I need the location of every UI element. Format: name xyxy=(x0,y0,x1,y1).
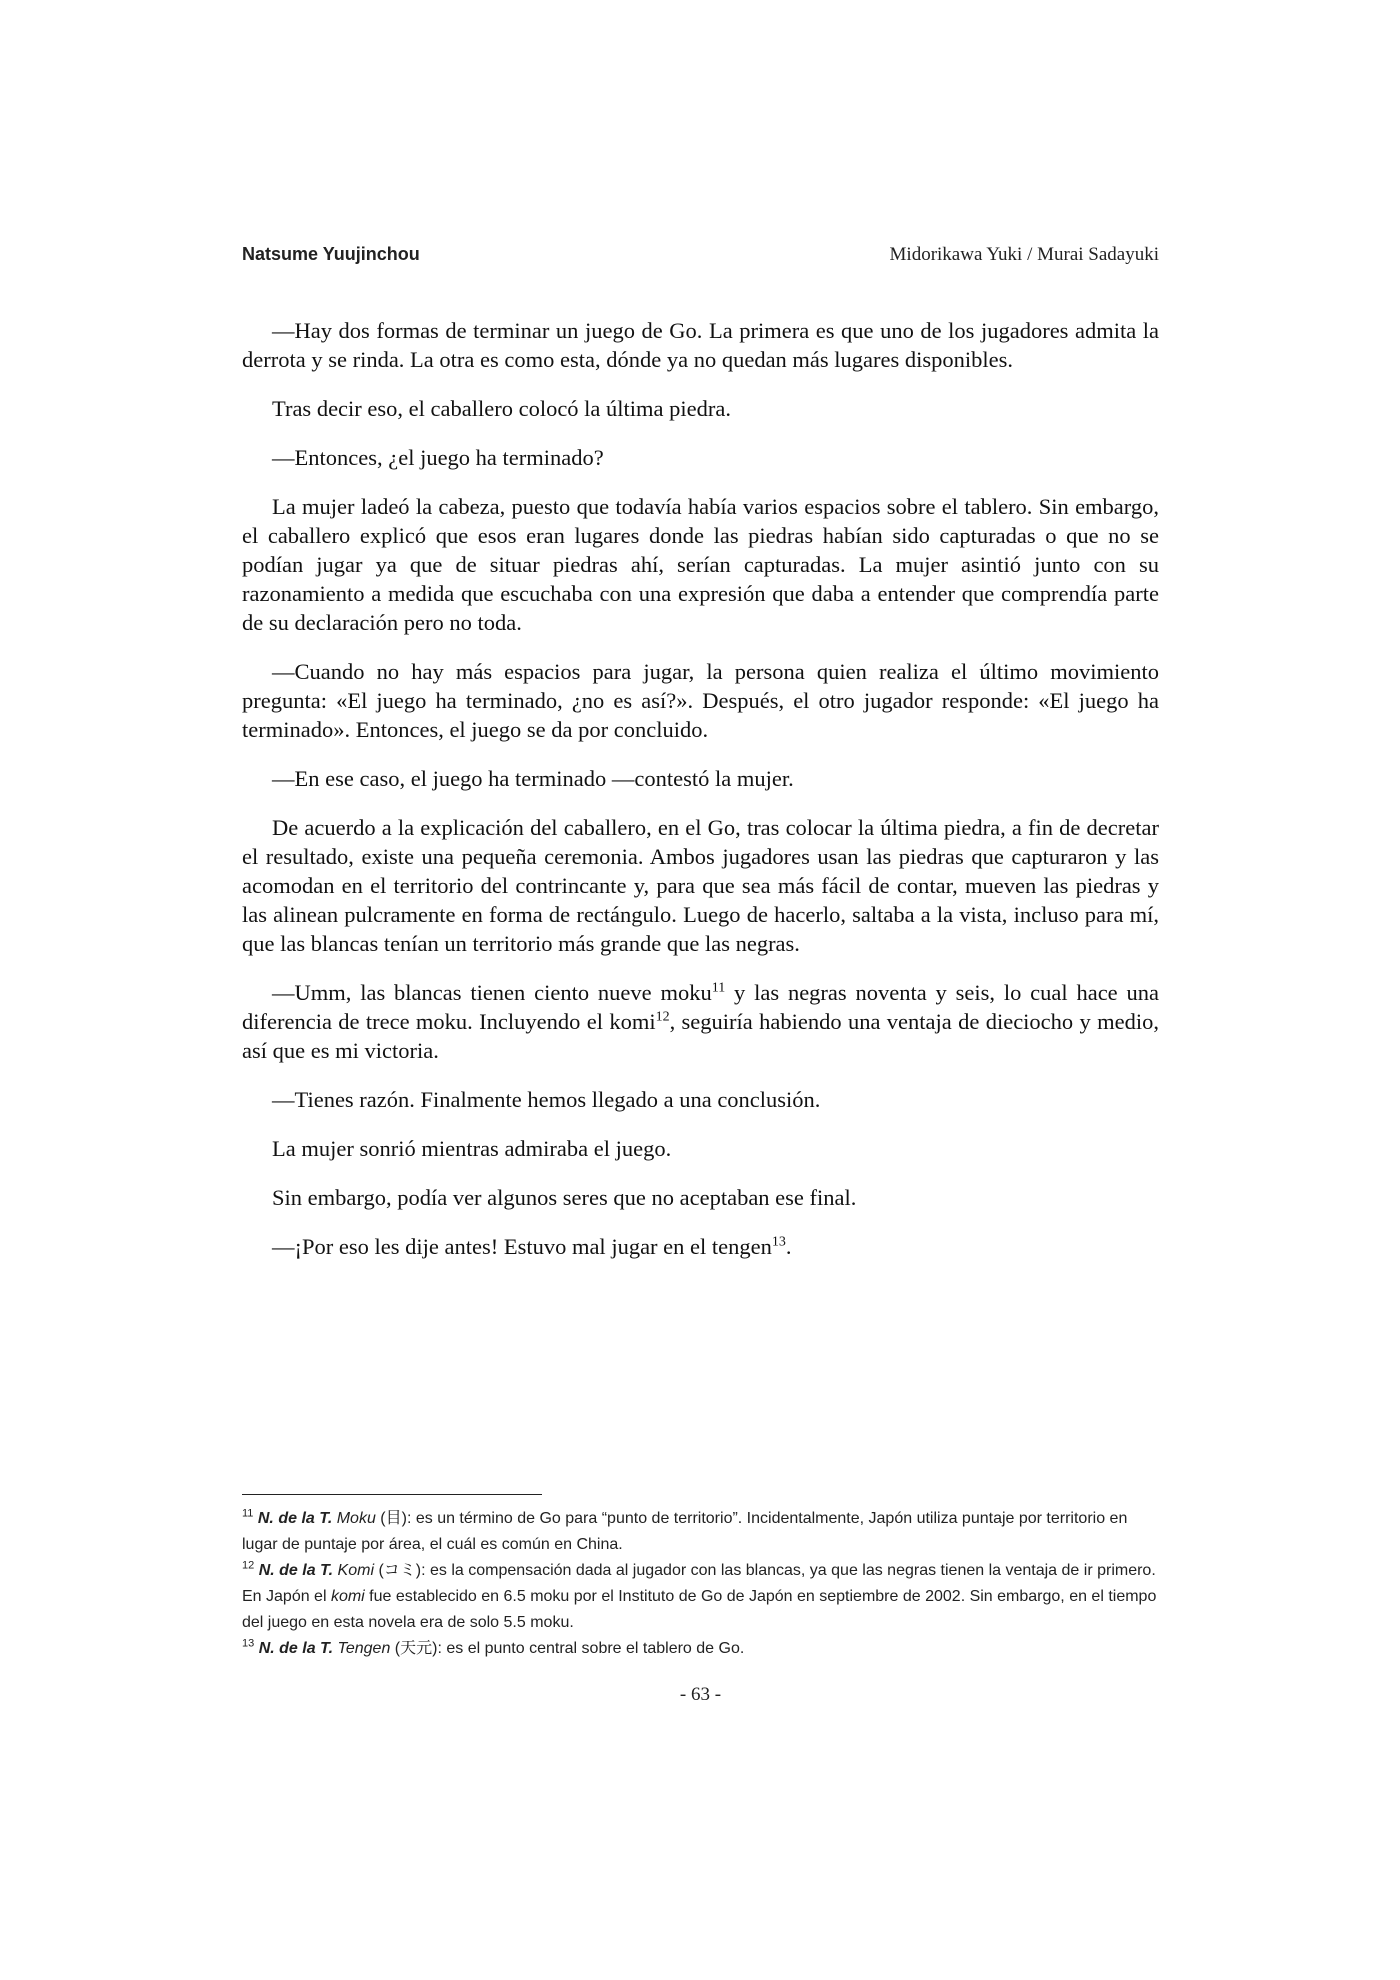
footnote-divider xyxy=(242,1494,542,1495)
paragraph xyxy=(242,978,1159,1065)
footnotes xyxy=(242,1506,1159,1662)
footnote-text: : es la compensación dada al jugador con las blancas, ya que las negras tienen la ventaja de ir primero. En Japón el xyxy=(242,1562,1156,1605)
footnote-label: N. de la T. xyxy=(258,1562,334,1579)
footnote-kanji: (天元) xyxy=(390,1640,438,1657)
footnote-term: komi xyxy=(330,1588,365,1605)
footnote-text: : es un término de Go para “punto de territorio”. Incidentalmente, Japón utiliza puntaje por territorio en lugar de puntaje por área, el cuál es común en China. xyxy=(242,1510,1128,1553)
footnote-ref[interactable]: 11 xyxy=(711,980,726,996)
page-number: - 63 - xyxy=(679,1684,722,1705)
footnote-term: Komi xyxy=(337,1562,374,1579)
footnote-term: Tengen xyxy=(337,1640,391,1657)
running-header xyxy=(242,244,1159,266)
paragraph-text: . xyxy=(785,1234,792,1259)
footnote-label: N. de la T. xyxy=(258,1640,334,1657)
paragraph: —En ese caso, el juego ha terminado —contestó la mujer. xyxy=(272,766,794,791)
paragraph: —Entonces, ¿el juego ha terminado? xyxy=(272,445,604,470)
footnote xyxy=(242,1506,1159,1558)
footnote-number: 11 xyxy=(242,1507,254,1520)
paragraph-text: y las negras noventa y seis, lo cual hace una diferencia de trece moku. Incluyendo el komi xyxy=(242,980,1159,1034)
footnote-ref[interactable]: 13 xyxy=(771,1234,786,1250)
paragraph xyxy=(242,1232,1159,1261)
document-page xyxy=(242,0,1159,1980)
body-text xyxy=(242,316,1159,1281)
paragraph-text: , seguiría habiendo una ventaja de dieciocho y medio, así que es mi victoria. xyxy=(242,1009,1159,1063)
paragraph: Tras decir eso, el caballero colocó la última piedra. xyxy=(272,396,731,421)
footnote-kanji: (目) xyxy=(375,1510,407,1527)
authors: Midorikawa Yuki / Murai Sadayuki xyxy=(889,244,1159,265)
footnote xyxy=(242,1636,1159,1662)
paragraph: De acuerdo a la explicación del caballero, en el Go, tras colocar la última piedra, a fin de decretar el resultado, existe una pequeña ceremonia. Ambos jugadores usan las piedras que capturaron y las acomodan en el territorio del contrincante y, para que sea más fácil de contar, mueven las piedras y las alinean pulcramente en forma de rectángulo. Luego de hacerlo, saltaba a la vista, incluso para mí, que las blancas tenían un territorio más grande que las negras. xyxy=(242,815,1159,956)
footnote xyxy=(242,1558,1159,1636)
paragraph: Sin embargo, podía ver algunos seres que no aceptaban ese final. xyxy=(272,1185,857,1210)
paragraph: —Tienes razón. Finalmente hemos llegado a una conclusión. xyxy=(272,1087,821,1112)
footnote-ref[interactable]: 12 xyxy=(655,1009,670,1025)
paragraph: —Hay dos formas de terminar un juego de Go. La primera es que uno de los jugadores admita la derrota y se rinda. La otra es como esta, dónde ya no quedan más lugares disponibles. xyxy=(242,318,1159,372)
paragraph-text: —¡Por eso les dije antes! Estuvo mal jugar en el tengen xyxy=(272,1234,772,1259)
footnote-term: Moku xyxy=(336,1510,376,1527)
paragraph: La mujer ladeó la cabeza, puesto que todavía había varios espacios sobre el tablero. Sin embargo, el caballero explicó que esos eran lugares donde las piedras habían sido capturadas o que no se podían jugar ya que de situar piedras ahí, serían capturadas. La mujer asintió junto con su razonamiento a medida que escuchaba con una expresión que daba a entender que comprendía parte de su declaración pero no toda. xyxy=(242,494,1159,635)
footnote-number: 12 xyxy=(242,1559,255,1572)
footnote-label: N. de la T. xyxy=(257,1510,333,1527)
footnote-text: fue establecido en 6.5 moku por el Instituto de Go de Japón en septiembre de 2002. Sin embargo, en el tiempo del juego en esta novela era de solo 5.5 moku. xyxy=(242,1588,1157,1631)
paragraph: —Cuando no hay más espacios para jugar, la persona quien realiza el último movimiento pregunta: «El juego ha terminado, ¿no es así?». Después, el otro jugador responde: «El juego ha terminado». Entonces, el juego se da por concluido. xyxy=(242,659,1159,742)
footnote-kanji: (コミ) xyxy=(374,1562,422,1579)
footnote-number: 13 xyxy=(242,1637,255,1650)
paragraph: La mujer sonrió mientras admiraba el juego. xyxy=(272,1136,672,1161)
paragraph-text: —Umm, las blancas tienen ciento nueve moku xyxy=(272,980,712,1005)
footnote-text: : es el punto central sobre el tablero de Go. xyxy=(437,1640,745,1657)
book-title: Natsume Yuujinchou xyxy=(242,244,420,264)
